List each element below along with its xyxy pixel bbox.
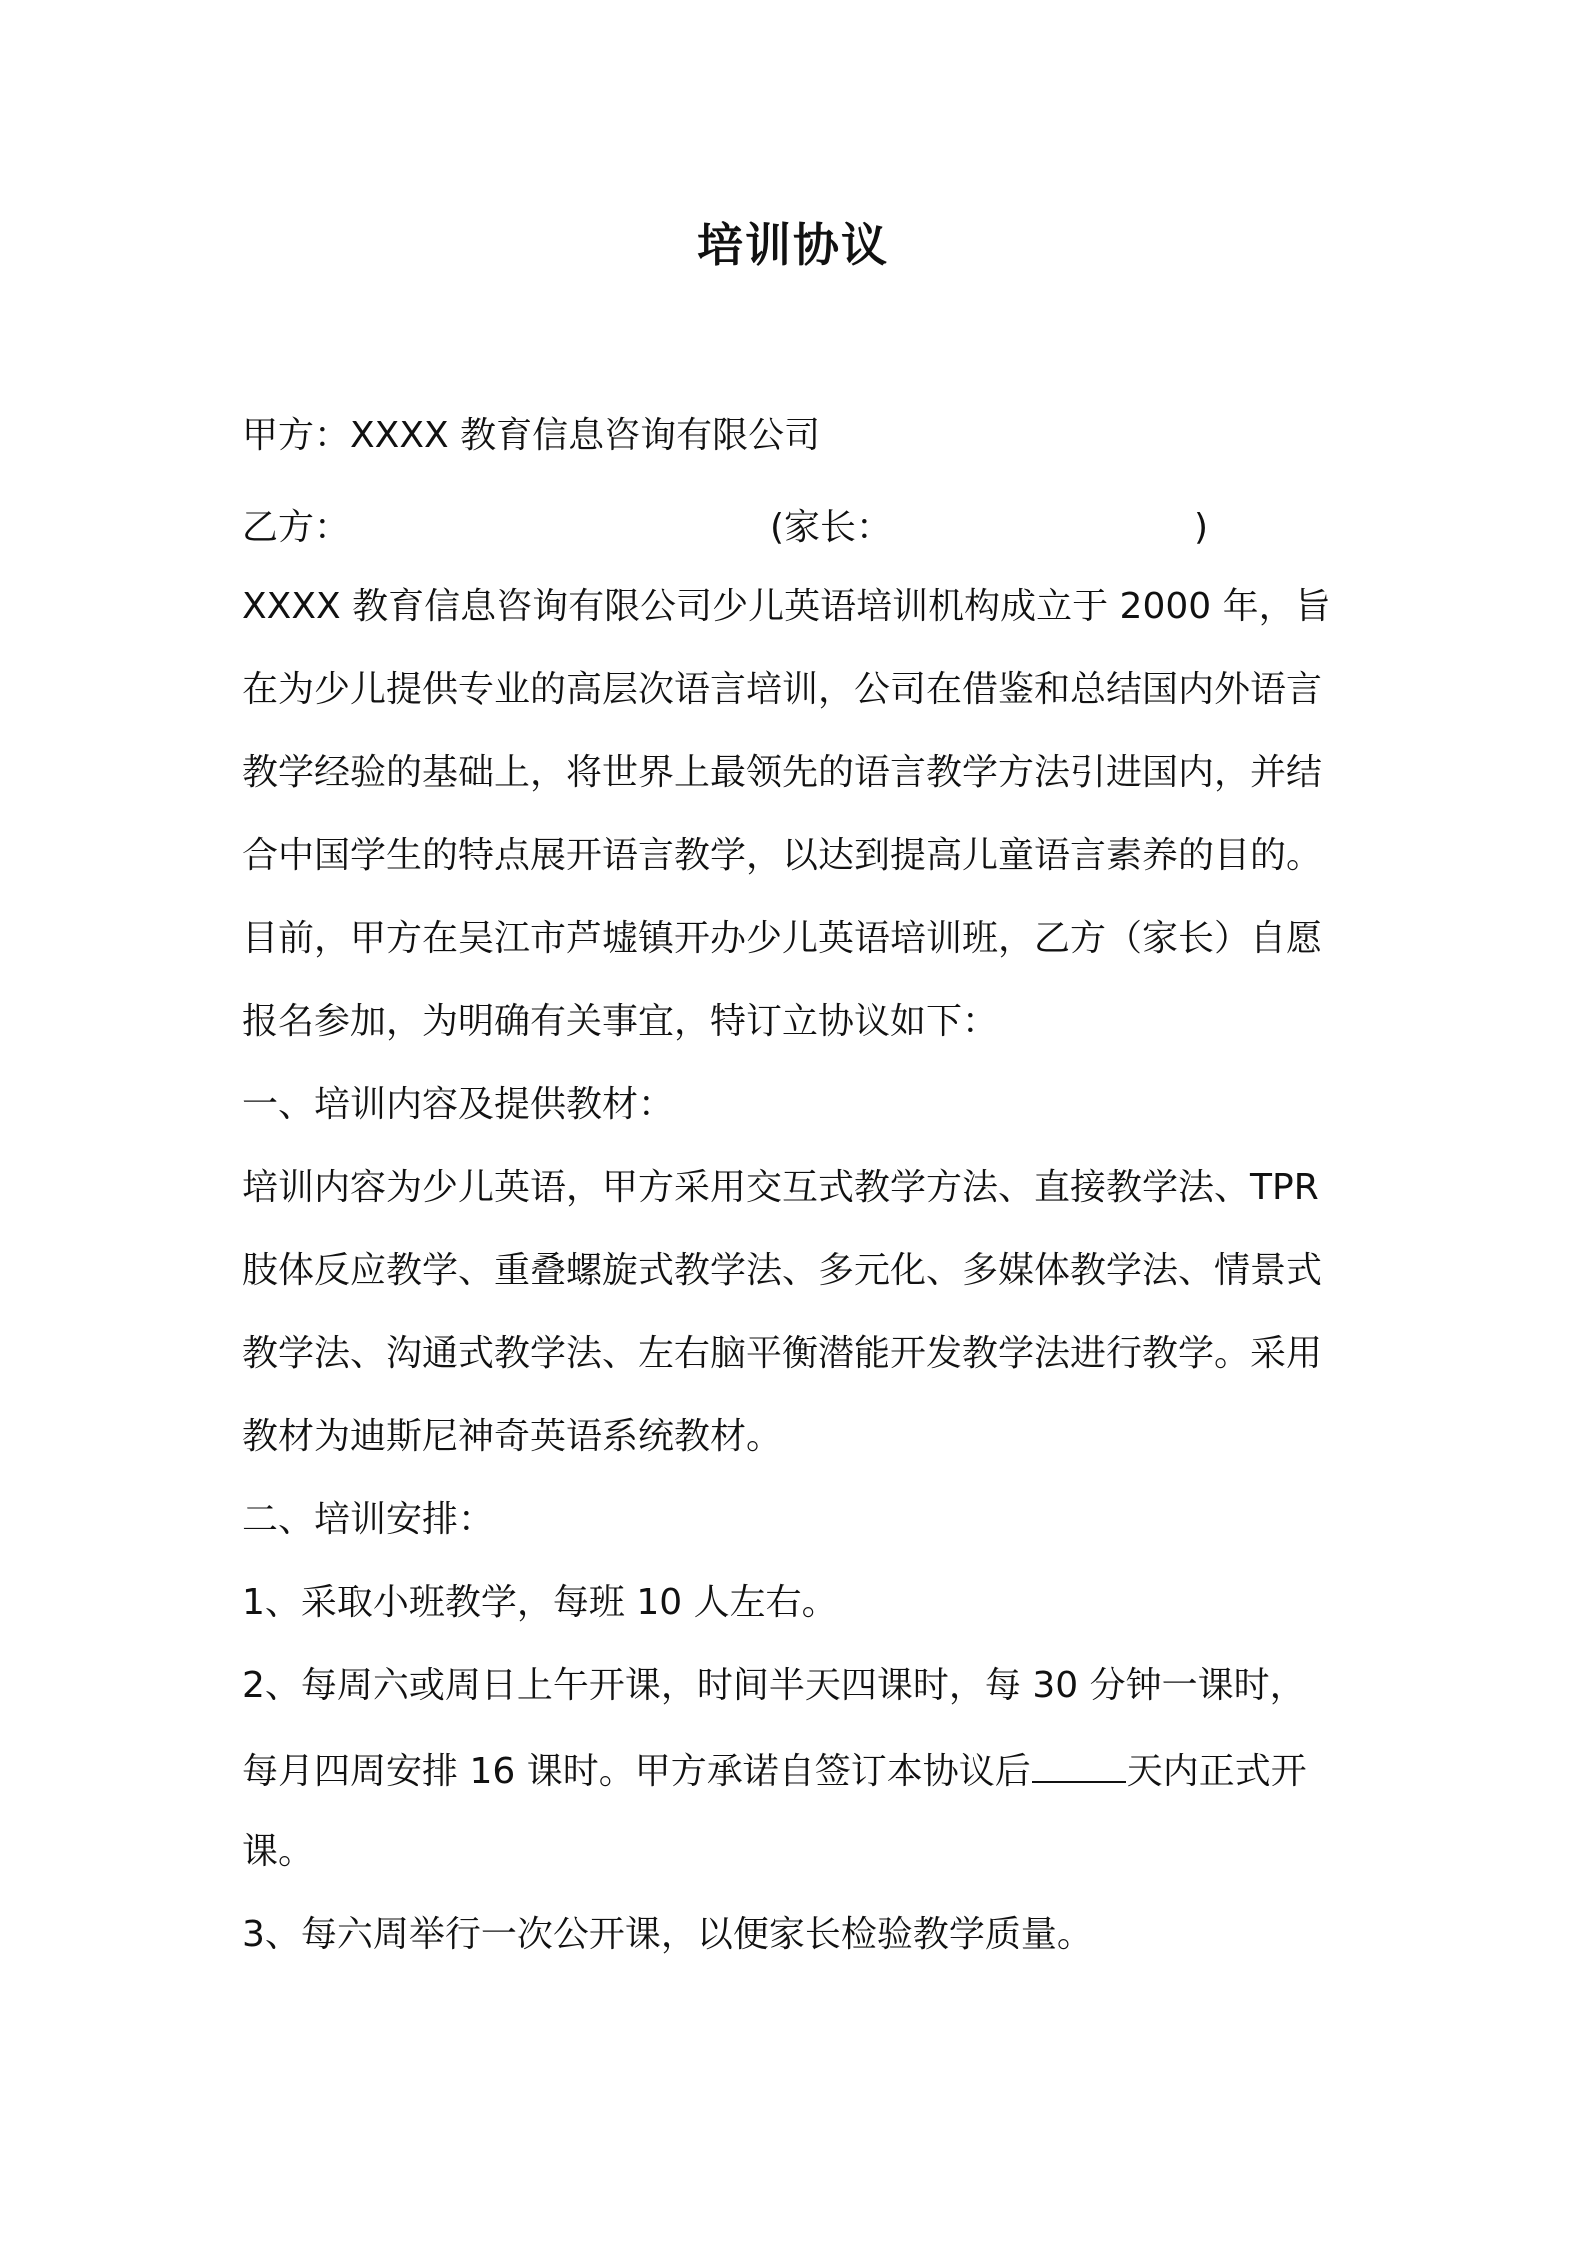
party-a-line: 甲方：XXXX 教育信息咨询有限公司 [242, 415, 821, 456]
list-item-text: 天内正式开 [1126, 1751, 1307, 1792]
intro-line: 目前，甲方在吴江市芦墟镇开办少儿英语培训班，乙方（家长）自愿 [242, 918, 1323, 959]
section-text-line: 教材为迪斯尼神奇英语系统教材。 [242, 1416, 783, 1457]
list-item-continuation: 课。 [242, 1831, 315, 1872]
section-heading: 一、培训内容及提供教材： [242, 1084, 675, 1125]
intro-line: 在为少儿提供专业的高层次语言培训，公司在借鉴和总结国内外语言 [242, 669, 1323, 710]
list-item: 2、每周六或周日上午开课，时间半天四课时，每 30 分钟一课时， [242, 1665, 1306, 1706]
intro-line: 合中国学生的特点展开语言教学，以达到提高儿童语言素养的目的。 [242, 835, 1323, 876]
list-item: 1、采取小班教学，每班 10 人左右。 [242, 1582, 838, 1623]
intro-line: XXXX 教育信息咨询有限公司少儿英语培训机构成立于 2000 年，旨 [242, 586, 1331, 627]
list-item: 3、每六周举行一次公开课，以便家长检验教学质量。 [242, 1914, 1093, 1955]
section-heading: 二、培训安排： [242, 1499, 495, 1540]
parent-label: (家长： [770, 507, 893, 548]
fill-in-blank[interactable] [1032, 1745, 1126, 1783]
list-item-continuation [242, 1745, 1362, 1796]
party-b-label: 乙方： [242, 507, 351, 548]
document-title: 培训协议 [697, 218, 889, 272]
intro-line: 报名参加，为明确有关事宜，特订立协议如下： [242, 1001, 999, 1042]
section-text-line: 肢体反应教学、重叠螺旋式教学法、多元化、多媒体教学法、情景式 [242, 1250, 1323, 1291]
section-text-line: 培训内容为少儿英语，甲方采用交互式教学方法、直接教学法、TPR [242, 1167, 1319, 1208]
list-item-text: 每月四周安排 16 课时。甲方承诺自签订本协议后 [242, 1751, 1031, 1792]
parent-close-paren: ) [1194, 507, 1209, 548]
section-text-line: 教学法、沟通式教学法、左右脑平衡潜能开发教学法进行教学。采用 [242, 1333, 1323, 1374]
intro-line: 教学经验的基础上，将世界上最领先的语言教学方法引进国内，并结 [242, 752, 1323, 793]
